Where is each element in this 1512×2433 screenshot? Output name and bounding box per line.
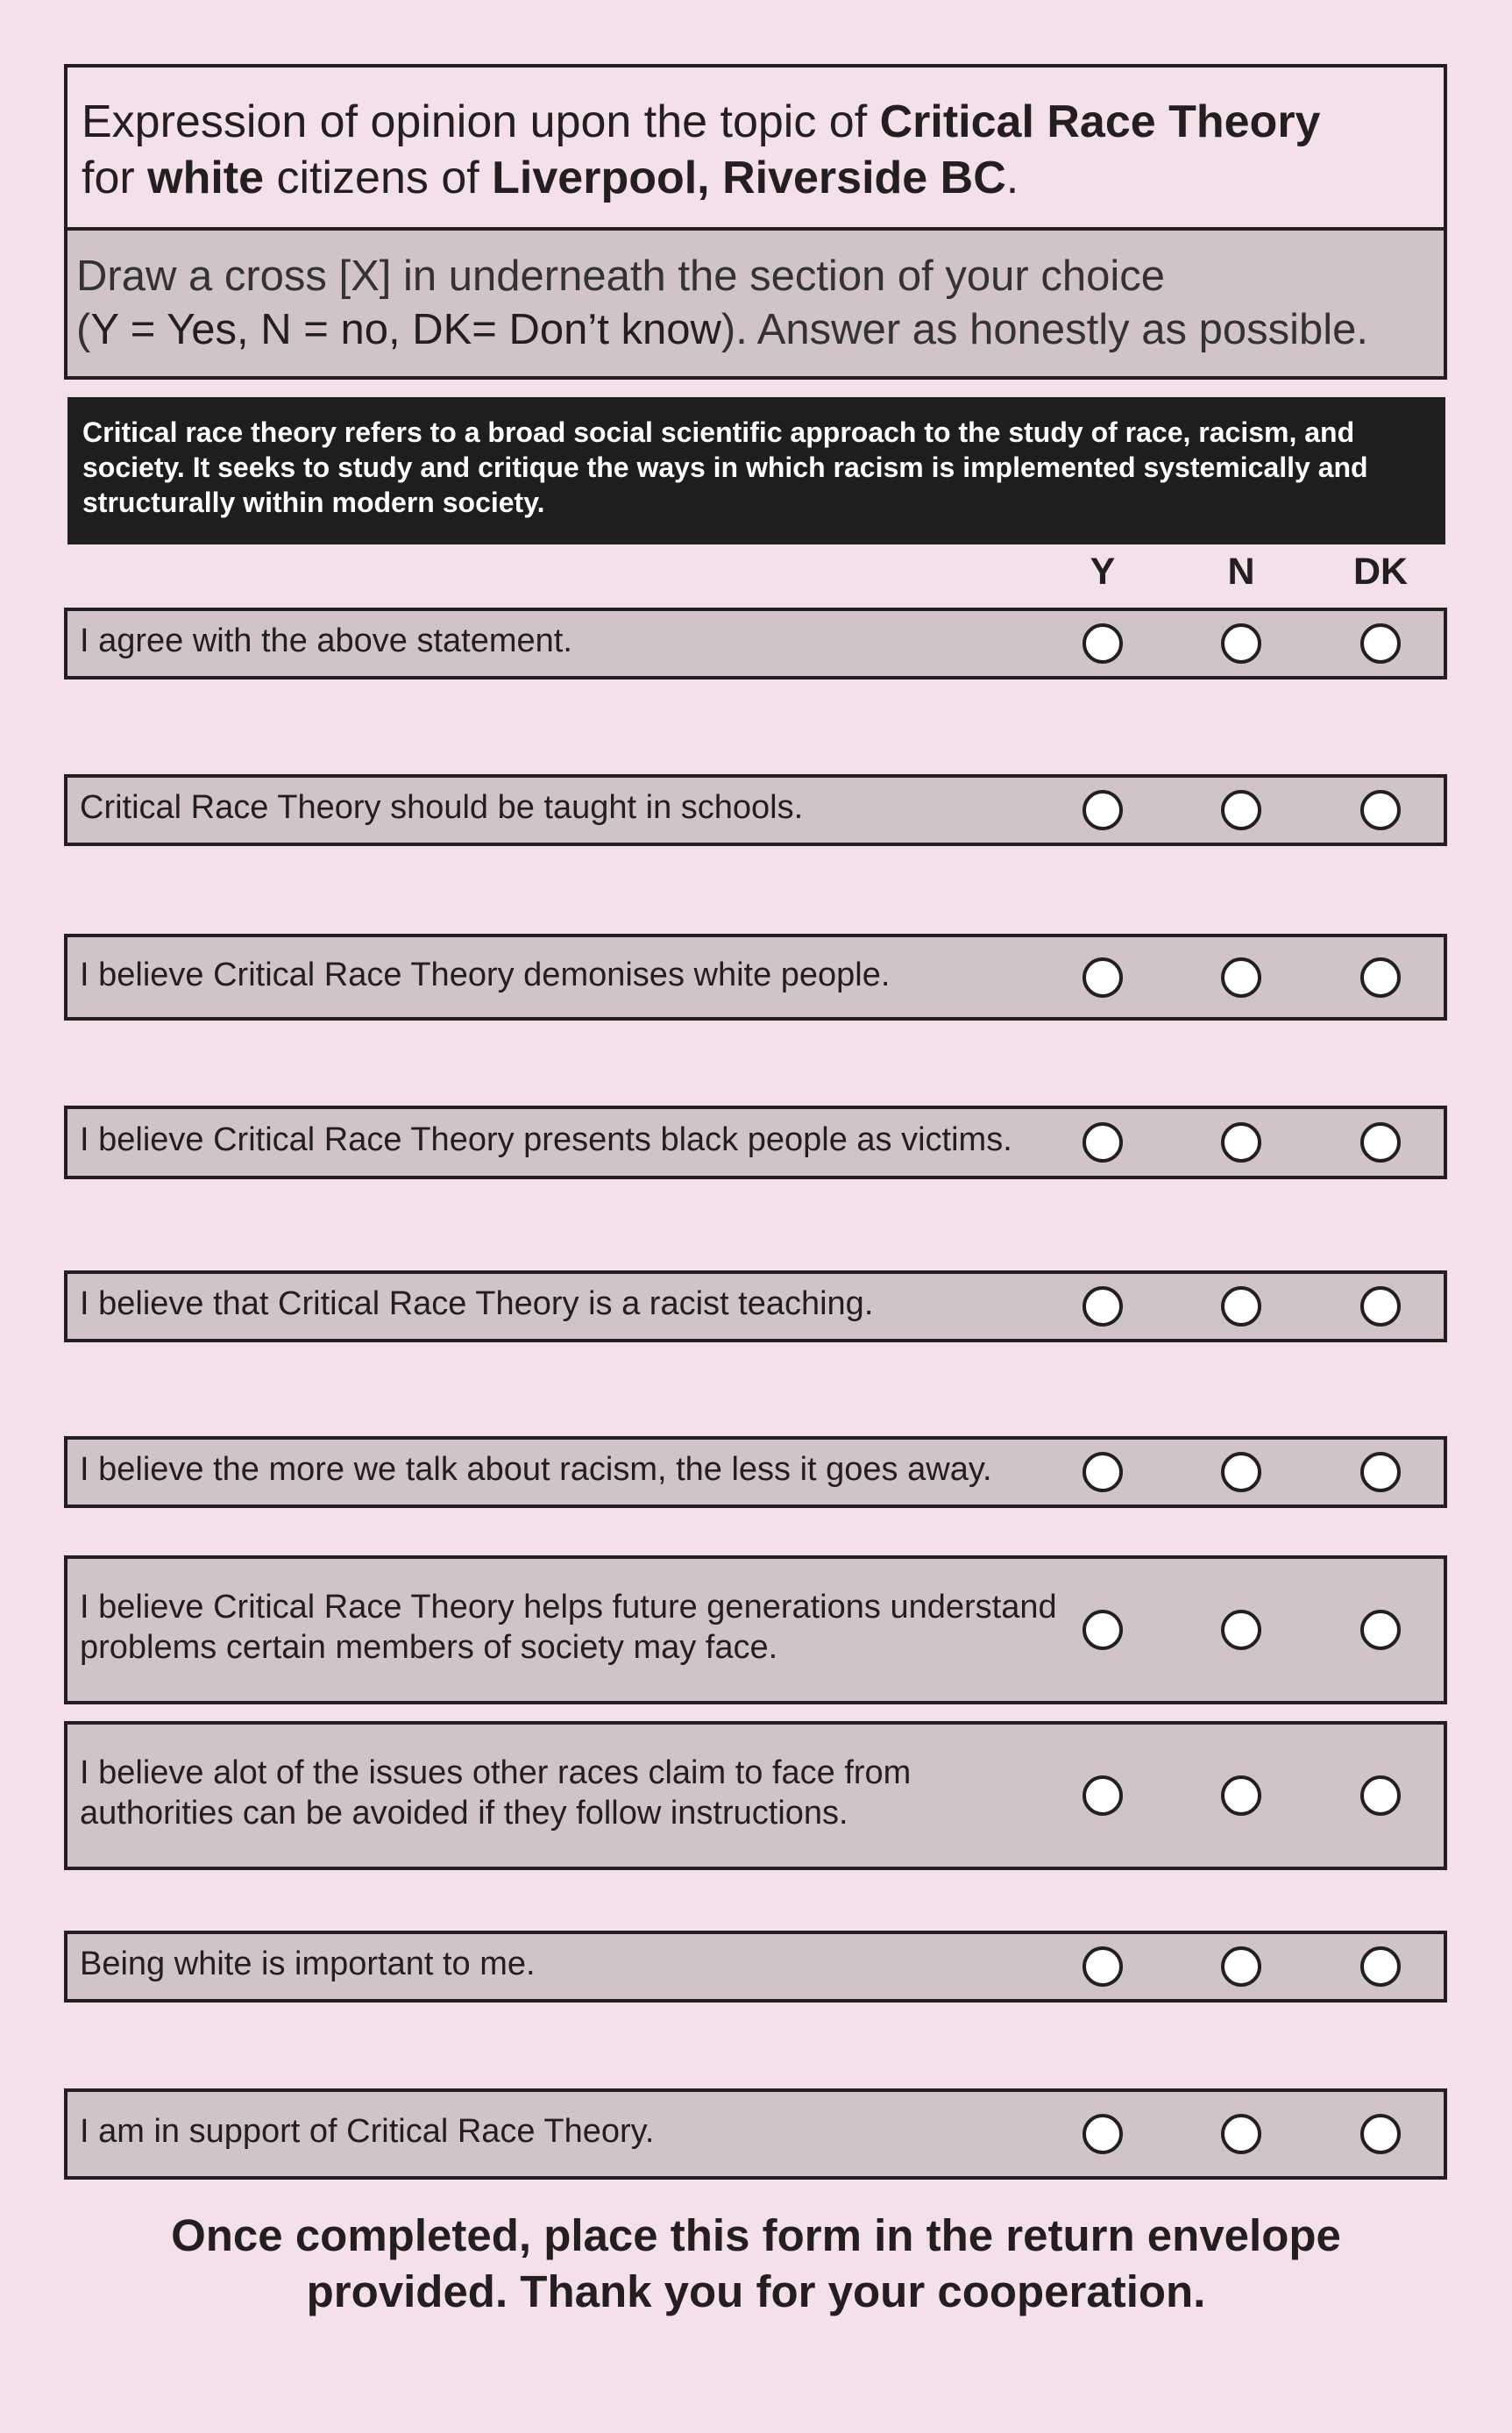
- answer-circle-no[interactable]: [1221, 2114, 1261, 2154]
- answer-key: Y = Yes, N = no, DK= Don’t know: [90, 306, 721, 353]
- answer-circle-no[interactable]: [1221, 1286, 1261, 1327]
- question-row: [64, 1721, 1447, 1870]
- instructions-line: ). Answer as honestly as possible.: [721, 306, 1368, 353]
- answer-circle-yes[interactable]: [1083, 2114, 1123, 2154]
- title-location: Liverpool, Riverside BC: [492, 153, 1006, 203]
- question-text: Critical Race Theory should be taught in schools.: [80, 789, 804, 826]
- question-row: [64, 2088, 1447, 2180]
- footer-line: Once completed, place this form in the return envelope: [171, 2210, 1341, 2260]
- question-row: [64, 1436, 1447, 1508]
- footer-note: [0, 2208, 1512, 2320]
- question-row: [64, 774, 1447, 846]
- answer-circle-no[interactable]: [1221, 957, 1261, 998]
- answer-circle-dont-know[interactable]: [1360, 1610, 1401, 1650]
- answer-circle-dont-know[interactable]: [1360, 623, 1401, 664]
- answer-circle-no[interactable]: [1221, 1946, 1261, 1987]
- question-text: I believe alot of the issues other races claim to face from authorities can be avoided if they follow instructions.: [80, 1754, 912, 1832]
- question-text: I believe Critical Race Theory demonises white people.: [80, 956, 891, 993]
- answer-circle-dont-know[interactable]: [1360, 1122, 1401, 1163]
- answer-circle-no[interactable]: [1221, 1610, 1261, 1650]
- form-title: [82, 94, 1444, 206]
- question-text: I agree with the above statement.: [80, 622, 572, 659]
- instructions-line: Draw a cross [X] in underneath the section of your choice: [76, 253, 1165, 300]
- question-text: I believe Critical Race Theory presents black people as victims.: [80, 1121, 1012, 1158]
- footer-line: provided. Thank you for your cooperation.: [306, 2266, 1206, 2316]
- answer-circle-dont-know[interactable]: [1360, 957, 1401, 998]
- answer-circle-yes[interactable]: [1083, 1946, 1123, 1987]
- question-row: [64, 934, 1447, 1021]
- answer-circle-dont-know[interactable]: [1360, 790, 1401, 830]
- answer-circle-yes[interactable]: [1083, 957, 1123, 998]
- column-header-no: N: [1227, 551, 1255, 593]
- question-text: I believe that Critical Race Theory is a racist teaching.: [80, 1285, 874, 1322]
- answer-circle-dont-know[interactable]: [1360, 1286, 1401, 1327]
- answer-circle-yes[interactable]: [1083, 1452, 1123, 1492]
- question-text: I believe Critical Race Theory helps future generations understand problems certain members of society may face.: [80, 1589, 1057, 1666]
- question-row: [64, 1555, 1447, 1704]
- answer-circle-yes[interactable]: [1083, 1610, 1123, 1650]
- definition-box: Critical race theory refers to a broad social scientific approach to the study of race, racism, and society. It seeks to study and critique the ways in which racism is implemented systemically and structurally within modern society.: [67, 397, 1445, 544]
- answer-circle-no[interactable]: [1221, 1775, 1261, 1816]
- title-text: Expression of opinion upon the topic of: [82, 96, 880, 147]
- question-text: Being white is important to me.: [80, 1946, 536, 1982]
- answer-circle-yes[interactable]: [1083, 1122, 1123, 1163]
- question-row: [64, 608, 1447, 679]
- column-header-yes: Y: [1090, 551, 1116, 593]
- answer-circle-yes[interactable]: [1083, 1286, 1123, 1327]
- answer-circle-no[interactable]: [1221, 790, 1261, 830]
- answer-circle-yes[interactable]: [1083, 1775, 1123, 1816]
- instructions-text: [76, 250, 1444, 357]
- answer-circle-dont-know[interactable]: [1360, 1452, 1401, 1492]
- question-row: [64, 1931, 1447, 2003]
- instructions-paren: (: [76, 306, 91, 353]
- answer-circle-yes[interactable]: [1083, 623, 1123, 664]
- title-text: .: [1005, 153, 1019, 203]
- answer-circle-dont-know[interactable]: [1360, 2114, 1401, 2154]
- question-row: [64, 1270, 1447, 1342]
- question-text: I am in support of Critical Race Theory.: [80, 2113, 655, 2150]
- answer-circle-dont-know[interactable]: [1360, 1775, 1401, 1816]
- column-header-dont-know: DK: [1352, 551, 1409, 593]
- title-group: white: [147, 153, 265, 203]
- title-text: citizens of: [264, 153, 493, 203]
- instructions-box: [64, 227, 1447, 380]
- form-title-box: [64, 64, 1447, 231]
- answer-circle-no[interactable]: [1221, 1122, 1261, 1163]
- question-text: I believe the more we talk about racism, the less it goes away.: [80, 1451, 992, 1488]
- answer-circle-dont-know[interactable]: [1360, 1946, 1401, 1987]
- answer-circle-no[interactable]: [1221, 623, 1261, 664]
- title-text: for: [82, 153, 148, 203]
- title-topic: Critical Race Theory: [879, 96, 1321, 147]
- answer-circle-no[interactable]: [1221, 1452, 1261, 1492]
- answer-circle-yes[interactable]: [1083, 790, 1123, 830]
- question-row: [64, 1106, 1447, 1179]
